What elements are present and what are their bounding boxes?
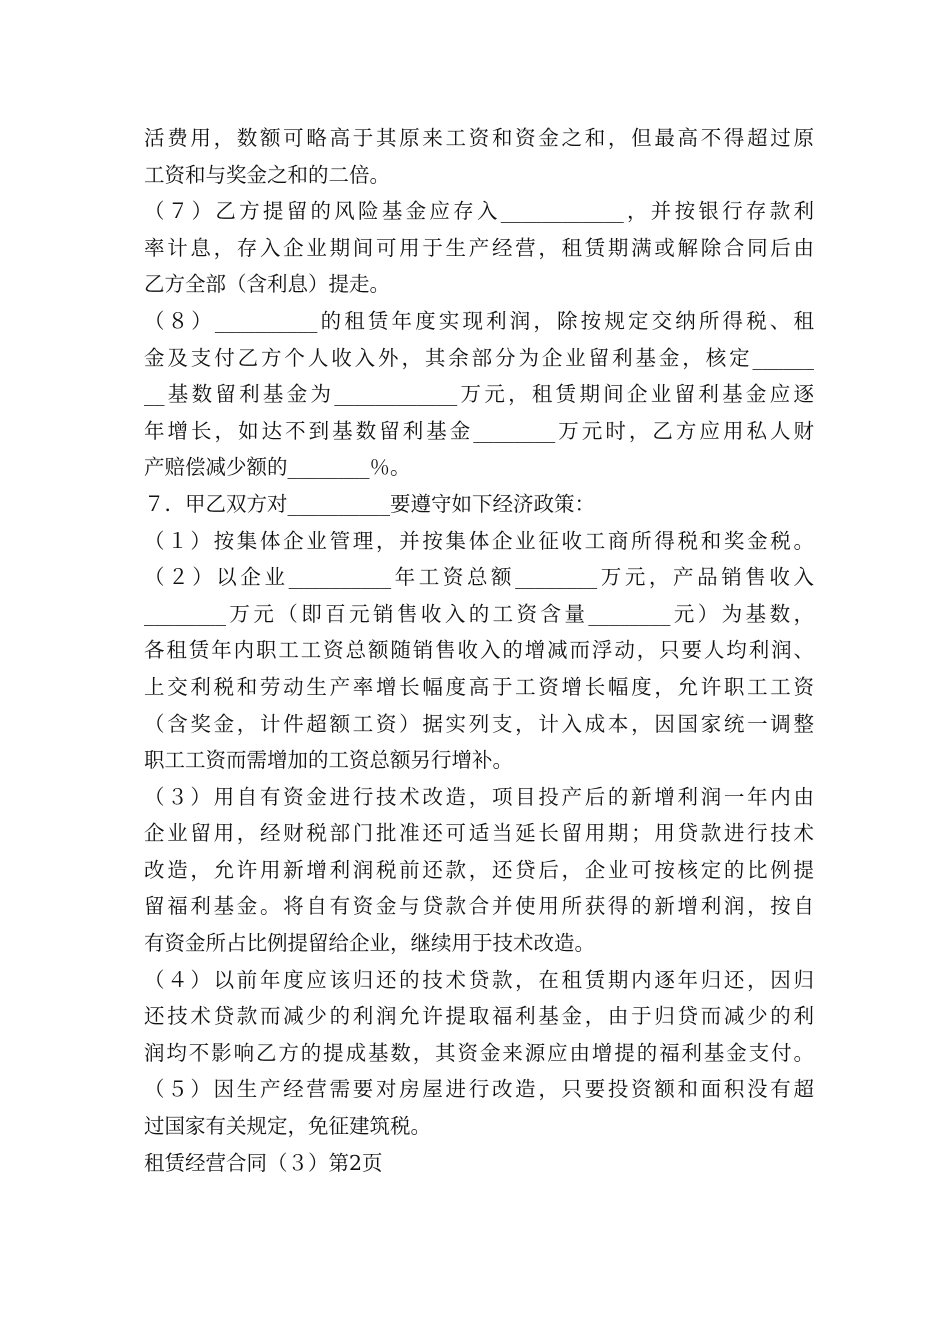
text-line: （１）按集体企业管理，并按集体企业征收工商所得税和奖金税。 <box>144 528 814 553</box>
page-footer: 租赁经营合同（３）第2页 <box>144 1150 383 1175</box>
text-line: 润均不影响乙方的提成基数，其资金来源应由增提的福利基金支付。 <box>144 1040 814 1065</box>
text-line: 活费用，数额可略高于其原来工资和资金之和，但最高不得超过原 <box>144 126 814 150</box>
text-line: （８）__________的租赁年度实现利润，除按规定交纳所得税、租 <box>144 308 814 333</box>
text-line: 改造，允许用新增利润税前还款，还贷后，企业可按核定的比例提 <box>144 857 814 882</box>
text-line: 率计息，存入企业期间可用于生产经营，租赁期满或解除合同后由 <box>144 235 814 260</box>
text-line: 金及支付乙方个人收入外，其余部分为企业留利基金，核定______ <box>144 345 814 370</box>
document-body <box>144 120 814 1181</box>
text-line: 上交利税和劳动生产率增长幅度高于工资增长幅度，允许职工工资 <box>144 674 814 699</box>
text-line: 乙方全部（含利息）提走。 <box>144 272 390 297</box>
text-line: （７）乙方提留的风险基金应存入____________，并按银行存款利 <box>144 199 814 224</box>
section-heading: ７．甲乙双方对__________要遵守如下经济政策： <box>144 491 595 516</box>
text-line: 产赔偿减少额的________％。 <box>144 455 411 480</box>
text-line: 留福利基金。将自有资金与贷款合并使用所获得的新增利润，按自 <box>144 894 814 919</box>
text-line: （４）以前年度应该归还的技术贷款，在租赁期内逐年归还，因归 <box>144 967 814 992</box>
text-line: 工资和与奖金之和的二倍。 <box>144 162 390 187</box>
text-line: 年增长，如达不到基数留利基金________万元时，乙方应用私人财 <box>144 418 814 443</box>
text-line: 过国家有关规定，免征建筑税。 <box>144 1114 431 1139</box>
text-line: 企业留用，经财税部门批准还可适当延长留用期；用贷款进行技术 <box>144 821 814 846</box>
text-line: 有资金所占比例提留给企业，继续用于技术改造。 <box>144 931 595 956</box>
text-line: （含奖金，计件超额工资）据实列支，计入成本，因国家统一调整 <box>144 711 814 736</box>
text-line: ________万元（即百元销售收入的工资含量________元）为基数， <box>144 601 814 626</box>
text-line: （５）因生产经营需要对房屋进行改造，只要投资额和面积没有超 <box>144 1077 814 1102</box>
text-line: 还技术贷款而减少的利润允许提取福利基金，由于归贷而减少的利 <box>144 1004 814 1029</box>
text-line: （３）用自有资金进行技术改造，项目投产后的新增利润一年内由 <box>144 784 814 809</box>
text-line: __基数留利基金为____________万元，租赁期间企业留利基金应逐 <box>144 382 814 407</box>
text-line: 各租赁年内职工工资总额随销售收入的增减而浮动，只要人均利润、 <box>144 638 814 663</box>
text-line: （２）以企业__________年工资总额________万元，产品销售收入 <box>144 565 814 590</box>
text-line: 职工工资而需增加的工资总额另行增补。 <box>144 748 513 773</box>
